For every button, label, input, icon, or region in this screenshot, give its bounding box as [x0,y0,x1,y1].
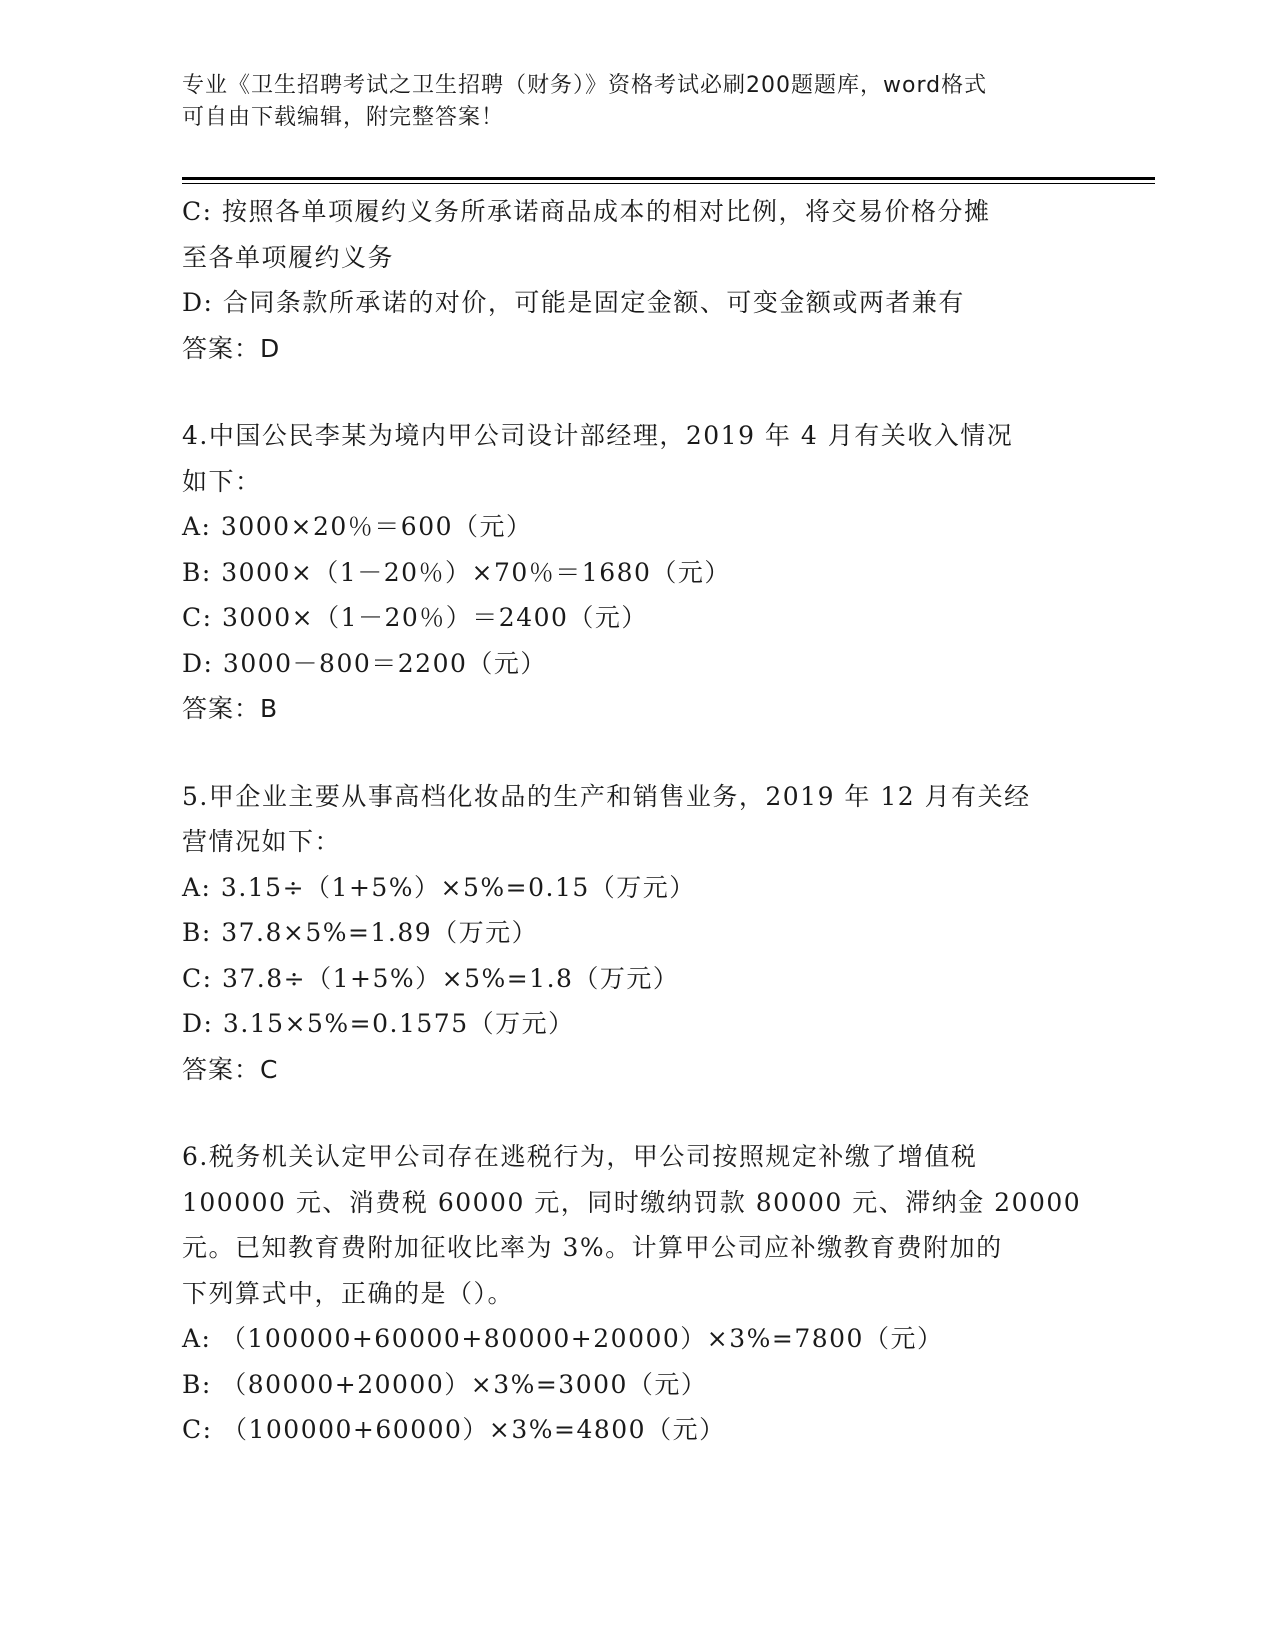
option-d: D: 3.15×5%=0.1575（万元） [182,1009,575,1038]
answer: 答案：C [182,1054,279,1084]
option-b: B: 3000×（1－20％）×70％＝1680（元） [182,557,731,587]
question-stem-continued: 元。已知教育费附加征收比率为 3%。计算甲公司应补缴教育费附加的 [182,1233,1003,1262]
question-3-tail [182,189,1082,371]
option-b: B: （80000+20000）×3%=3000（元） [182,1369,708,1399]
question-stem-continued: 如下： [182,466,262,496]
option-c-continued: 至各单项履约义务 [182,242,395,272]
option-c: C: 3000×（1－20％）＝2400（元） [182,603,648,632]
question-content [182,189,1082,1453]
question-stem: 6.税务机关认定甲公司存在逃税行为，甲公司按照规定补缴了增值税 [182,1142,978,1171]
spacer [182,732,1082,774]
answer: 答案：B [182,694,279,723]
spacer [182,371,1082,413]
answer: 答案：D [182,333,281,363]
option-b: B: 37.8×5%=1.89（万元） [182,918,539,947]
question-5 [182,774,1082,1093]
header-title-line-1: 专业《卫生招聘考试之卫生招聘（财务）》资格考试必刷200题题库，word格式 [182,73,988,98]
question-6 [182,1134,1082,1453]
spacer [182,1092,1082,1134]
question-stem-continued: 营情况如下： [182,827,342,856]
option-c: C: 按照各单项履约义务所承诺商品成本的相对比例，将交易价格分摊 [182,197,991,226]
question-4 [182,413,1082,732]
option-c: C: （100000+60000）×3%=4800（元） [182,1415,726,1444]
option-a: A: 3000×20％＝600（元） [182,512,533,541]
header-title-line-2: 可自由下载编辑，附完整答案！ [182,105,505,130]
option-c: C: 37.8÷（1+5%）×5%=1.8（万元） [182,963,680,993]
question-stem: 4.中国公民李某为境内甲公司设计部经理，2019 年 4 月有关收入情况 [182,421,1014,450]
option-a: A: 3.15÷（1+5%）×5%=0.15（万元） [182,872,696,902]
document-header [182,70,1062,134]
header-rule-thick [182,177,1155,180]
question-stem: 5.甲企业主要从事高档化妆品的生产和销售业务，2019 年 12 月有关经 [182,781,1031,811]
question-stem-continued: 下列算式中，正确的是（）。 [182,1278,515,1308]
option-d: D: 合同条款所承诺的对价，可能是固定金额、可变金额或两者兼有 [182,288,965,317]
option-a: A: （100000+60000+80000+20000）×3%=7800（元） [182,1324,944,1353]
option-d: D: 3000－800＝2200（元） [182,648,547,678]
question-stem-continued: 100000 元、消费税 60000 元，同时缴纳罚款 80000 元、滞纳金 20000 [182,1187,1082,1217]
header-rule-thin [182,183,1155,184]
